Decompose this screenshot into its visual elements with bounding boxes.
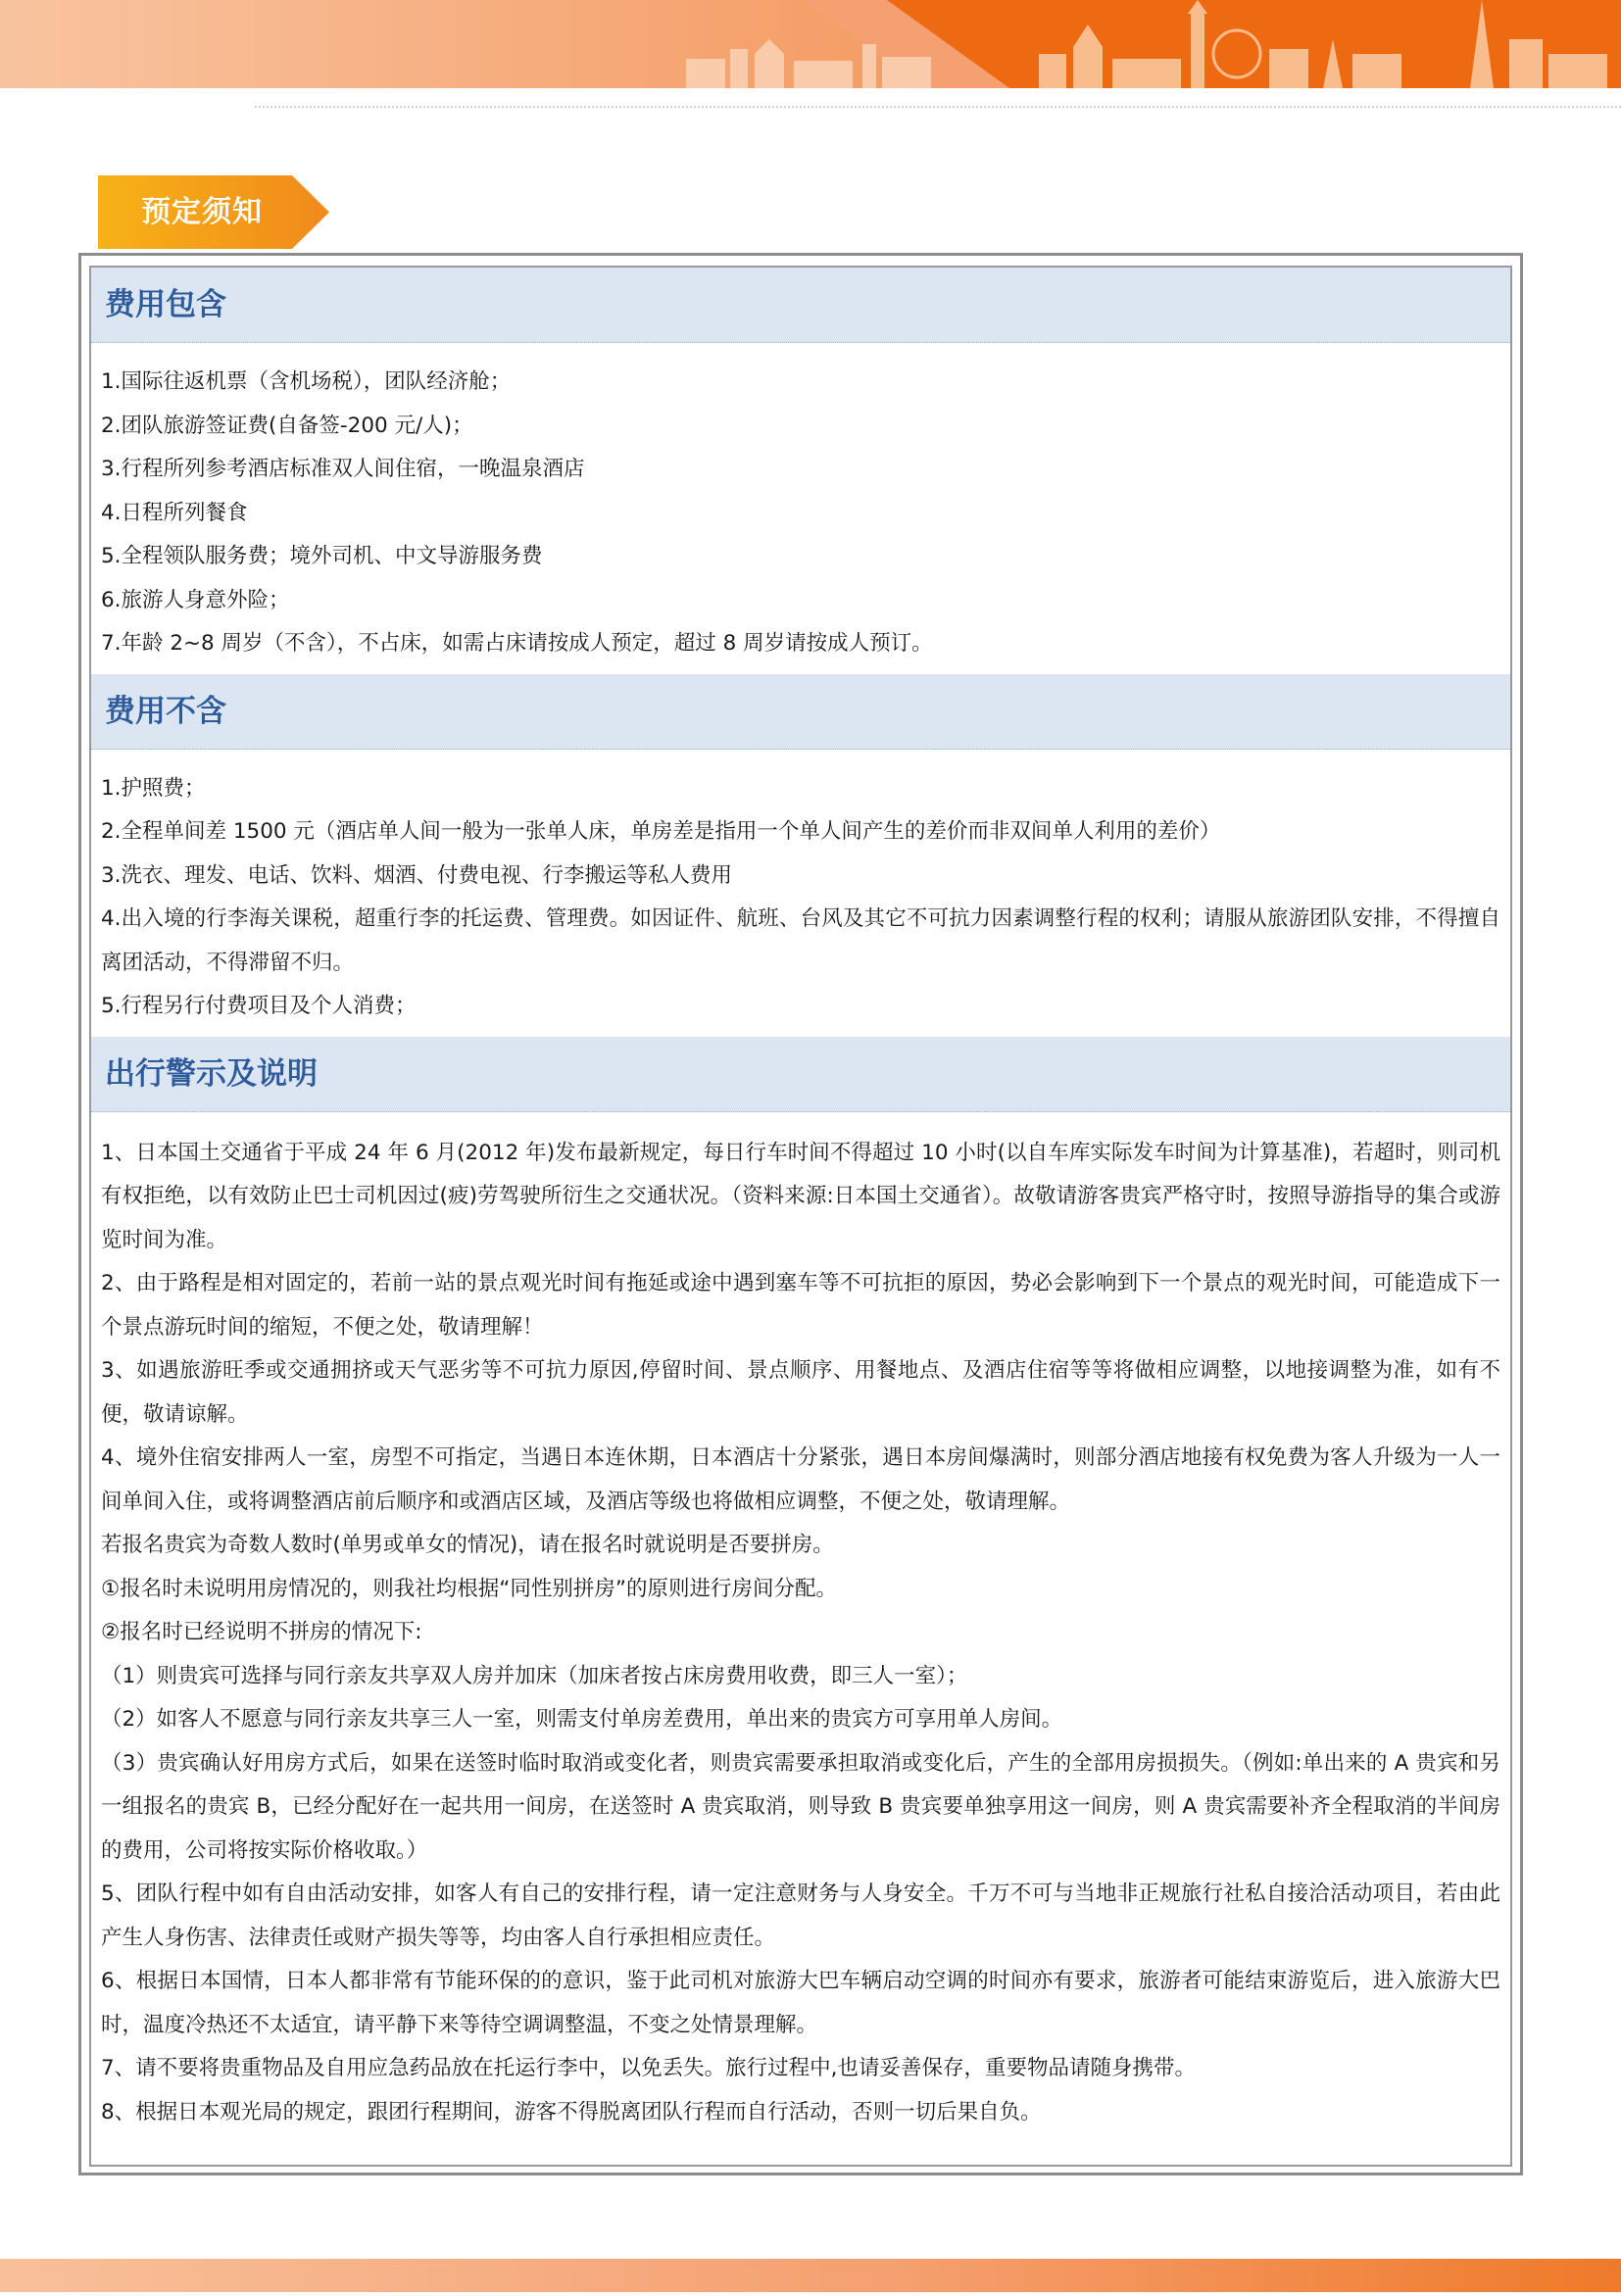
list-item: 2.团队旅游签证费(自备签-200 元/人)； (101, 413, 473, 438)
list-item: 1、日本国土交通省于平成 24 年 6 月(2012 年)发布最新规定，每日行车时间不得超过 10 小时(以自车库实际发车时间为计算基准)，若超时，则司机有权拒绝，以有效防止巴士司机因过(疲)劳驾驶所衍生之交通状况。（资料来源:日本国土交通省）。故敬请游客贵宾严格守时，按照导游指导的集合或游览时间为准。 (101, 1140, 1500, 1252)
footer-band-graphic (0, 2259, 1621, 2292)
list-item: （3）贵宾确认好用房方式后，如果在送签时临时取消或变化者，则贵宾需要承担取消或变化后，产生的全部用房损损失。（例如:单出来的 A 贵宾和另一组报名的贵宾 B，已经分配好在一起共用一间房，在送签时 A 贵宾取消，则导致 B 贵宾要单独享用这一间房，则 A 贵宾需要补齐全程取消的半间房的费用，公司将按实际价格收取。） (101, 1750, 1500, 1863)
list-item: 2、由于路程是相对固定的，若前一站的景点观光时间有拖延或途中遇到塞车等不可抗拒的原因，势必会影响到下一个景点的观光时间，可能造成下一个景点游玩时间的缩短，不便之处，敬请理解！ (101, 1271, 1500, 1340)
section-title-included: 费用包含 (91, 268, 1510, 343)
notice-frame (78, 253, 1523, 2175)
list-item: 5、团队行程中如有自由活动安排，如客人有自己的安排行程，请一定注意财务与人身安全。千万不可与当地非正规旅行社私自接洽活动项目，若由此产生人身伤害、法律责任或财产损失等等，均由客人自行承担相应责任。 (101, 1881, 1500, 1950)
footer-band (0, 2259, 1621, 2292)
list-item: 7.年龄 2~8 周岁（不含），不占床，如需占床请按成人预定，超过 8 周岁请按成人预订。 (101, 631, 933, 656)
list-item: （2）如客人不愿意与同行亲友共享三人一室，则需支付单房差费用，单出来的贵宾方可享用单人房间。 (101, 1707, 1063, 1732)
booking-notice-title: 预定须知 (141, 195, 263, 229)
header-banner (0, 0, 1621, 88)
list-item: 5.行程另行付费项目及个人消费； (101, 994, 417, 1018)
list-item: 若报名贵宾为奇数人数时(单男或单女的情况)，请在报名时就说明是否要拼房。 (101, 1533, 834, 1557)
list-item: 1.国际往返机票（含机场税），团队经济舱； (101, 369, 512, 394)
list-item: 1.护照费； (101, 775, 206, 801)
list-item: （1）则贵宾可选择与同行亲友共享双人房并加床（加床者按占床房费用收费，即三人一室）； (101, 1663, 968, 1688)
list-item: 3.洗衣、理发、电话、饮料、烟酒、付费电视、行李搬运等私人费用 (101, 862, 733, 888)
notice-content (89, 266, 1512, 2167)
section-body-included (91, 343, 1510, 674)
list-item: 5.全程领队服务费；境外司机、中文导游服务费 (101, 544, 543, 568)
list-item: 4.日程所列餐食 (101, 500, 248, 525)
section-title-excluded: 费用不含 (91, 674, 1510, 750)
section-body-travel-notes (91, 1112, 1510, 2143)
list-item: 4、境外住宿安排两人一室，房型不可指定，当遇日本连休期，日本酒店十分紧张，遇日本房间爆满时，则部分酒店地接有权免费为客人升级为一人一间单间入住，或将调整酒店前后顺序和或酒店区域，及酒店等级也将做相应调整，不便之处，敬请理解。 (101, 1445, 1500, 1514)
list-item: 3.行程所列参考酒店标准双人间住宿，一晚温泉酒店 (101, 457, 585, 481)
section-body-excluded (91, 750, 1510, 1037)
list-item: 6、根据日本国情，日本人都非常有节能环保的的意识，鉴于此司机对旅游大巴车辆启动空调的时间亦有要求，旅游者可能结束游览后，进入旅游大巴时，温度冷热还不太适宜，请平静下来等待空调调整温，不变之处情景理解。 (101, 1969, 1500, 2037)
list-item: 3、如遇旅游旺季或交通拥挤或天气恶劣等不可抗力原因,停留时间、景点顺序、用餐地点、及酒店住宿等等将做相应调整，以地接调整为准，如有不便，敬请谅解。 (101, 1358, 1500, 1427)
list-item: 4.出入境的行李海关课税，超重行李的托运费、管理费。如因证件、航班、台风及其它不可抗力因素调整行程的权利；请服从旅游团队安排，不得擅自离团活动，不得滞留不归。 (101, 906, 1500, 975)
list-item: 7、请不要将贵重物品及自用应急药品放在托运行李中，以免丢失。旅行过程中,也请妥善保存，重要物品请随身携带。 (101, 2056, 1197, 2080)
booking-notice-tag (98, 175, 329, 249)
list-item: ①报名时未说明用房情况的，则我社均根据“同性别拼房”的原则进行房间分配。 (101, 1576, 838, 1601)
list-item: ②报名时已经说明不拼房的情况下: (101, 1620, 422, 1644)
header-divider (255, 106, 1621, 108)
list-item: 6.旅游人身意外险； (101, 587, 290, 612)
section-title-travel-notes: 出行警示及说明 (91, 1037, 1510, 1112)
list-item: 2.全程单间差 1500 元（酒店单人间一般为一张单人床，单房差是指用一个单人间产生的差价而非双间单人利用的差价） (101, 819, 1221, 844)
skyline-banner-graphic (0, 0, 1621, 88)
list-item: 8、根据日本观光局的规定，跟团行程期间，游客不得脱离团队行程而自行活动，否则一切后果自负。 (101, 2099, 1042, 2125)
